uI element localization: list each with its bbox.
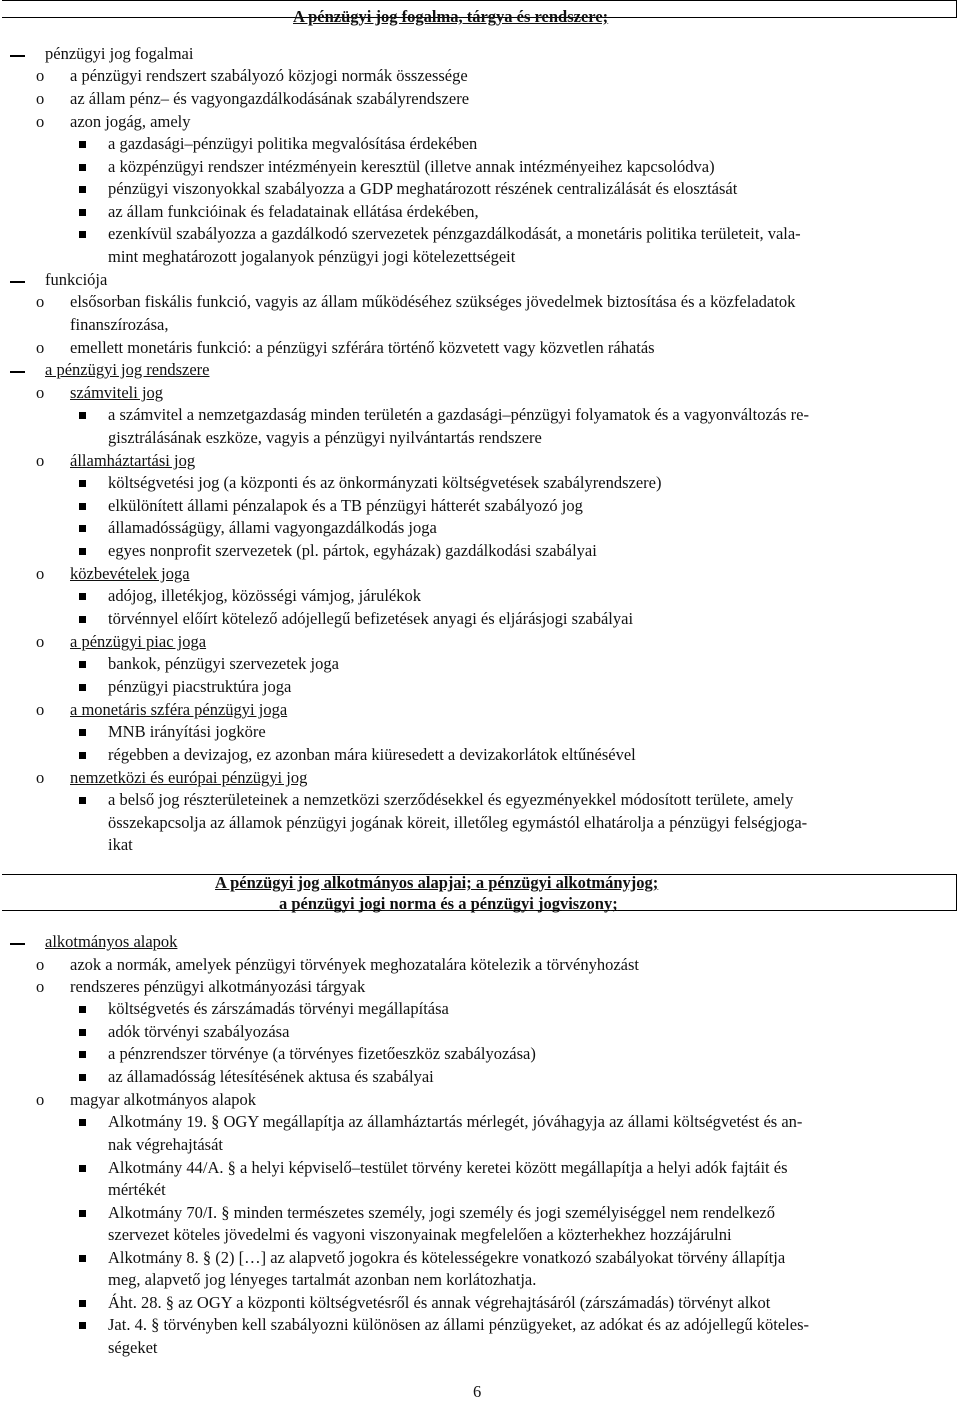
list-item-continuation: ikat xyxy=(108,835,133,854)
section-title-line-2: a pénzügyi jogi norma és a pénzügyi jogviszony; xyxy=(279,894,618,913)
list-item: magyar alkotmányos alapok xyxy=(70,1090,257,1109)
dash-bullet xyxy=(10,281,25,283)
circle-bullet: o xyxy=(36,1090,45,1109)
list-item: a pénzügyi rendszert szabályozó közjogi normák összessége xyxy=(70,66,468,85)
square-bullet xyxy=(79,1255,86,1262)
list-item-continuation: finanszírozása, xyxy=(70,315,169,334)
list-item: költségvetés és zárszámadás törvényi megállapítása xyxy=(108,999,449,1018)
circle-bullet: o xyxy=(36,632,45,651)
list-item: elsősorban fiskális funkció, vagyis az állam működéséhez szükséges jövedelmek biztosítása és a közfeladatok xyxy=(70,292,796,311)
subheading-monetaris: a monetáris szféra pénzügyi joga xyxy=(70,700,288,719)
square-bullet xyxy=(79,616,86,623)
square-bullet xyxy=(79,412,86,419)
subheading-szamviteli: számviteli jog xyxy=(70,383,164,402)
circle-bullet: o xyxy=(36,112,45,131)
dash-bullet xyxy=(10,55,25,57)
subheading-kozbevetelek: közbevételek joga xyxy=(70,564,190,583)
square-bullet xyxy=(79,503,86,510)
list-item: bankok, pénzügyi szervezetek joga xyxy=(108,654,339,673)
subheading-piac: a pénzügyi piac joga xyxy=(70,632,207,651)
subheading-allamhaztartasi: államháztartási jog xyxy=(70,451,196,470)
square-bullet xyxy=(79,209,86,216)
list-item: azok a normák, amelyek pénzügyi törvények meghozatalára kötelezik a törvényhozást xyxy=(70,955,640,974)
circle-bullet: o xyxy=(36,89,45,108)
subheading-nemzetkozi: nemzetközi és európai pénzügyi jog xyxy=(70,768,308,787)
square-bullet xyxy=(79,684,86,691)
list-item: Alkotmány 19. § OGY megállapítja az államháztartás mérlegét, jóváhagyja az állami költségvetést és an- xyxy=(108,1112,803,1131)
circle-bullet: o xyxy=(36,768,45,787)
square-bullet xyxy=(79,141,86,148)
circle-bullet: o xyxy=(36,292,45,311)
square-bullet xyxy=(79,1165,86,1172)
list-item-continuation: mértékét xyxy=(108,1180,166,1199)
square-bullet xyxy=(79,797,86,804)
circle-bullet: o xyxy=(36,955,45,974)
list-item: a belső jog részterületeinek a nemzetközi szerződésekkel és egyezményekkel módosított területe, amely xyxy=(108,790,794,809)
list-item: egyes nonprofit szervezetek (pl. pártok, egyházak) gazdálkodási szabályai xyxy=(108,541,597,560)
square-bullet xyxy=(79,525,86,532)
section-title-line-1: A pénzügyi jog alkotmányos alapjai; a pénzügyi alkotmányjog; xyxy=(215,873,659,892)
list-item: MNB irányítási jogköre xyxy=(108,722,266,741)
dash-bullet xyxy=(10,371,25,373)
list-item: adók törvényi szabályozása xyxy=(108,1022,290,1041)
list-item: a számvitel a nemzetgazdaság minden területén a gazdasági–pénzügyi folyamatok és a vagyonváltozás re- xyxy=(108,405,809,424)
list-item-continuation: szervezet köteles jövedelmi és vagyoni viszonyainak megfelelően a közterhekhez hozzájárulni xyxy=(108,1225,732,1244)
square-bullet xyxy=(79,661,86,668)
list-item: költségvetési jog (a központi és az önkormányzati költségvetések szabályrendszere) xyxy=(108,473,662,492)
list-item: régebben a devizajog, ez azonban mára kiüresedett a devizakorlátok eltűnésével xyxy=(108,745,636,764)
page-number: 6 xyxy=(473,1382,482,1401)
list-item-continuation: nak végrehajtását xyxy=(108,1135,223,1154)
square-bullet xyxy=(79,1300,86,1307)
dash-bullet xyxy=(10,943,25,945)
section-title: A pénzügyi jog fogalma, tárgya és rendszere; xyxy=(293,7,609,26)
square-bullet xyxy=(79,480,86,487)
list-item: az állam funkcióinak és feladatainak ellátása érdekében, xyxy=(108,202,479,221)
list-item: Jat. 4. § törvényben kell szabályozni különösen az állami pénzügyeket, az adókat és az adójellegű köteles- xyxy=(108,1315,809,1334)
list-item: emellett monetáris funkció: a pénzügyi szférára történő közvetett vagy közvetlen ráhatás xyxy=(70,338,655,357)
list-item: elkülönített állami pénzalapok és a TB pénzügyi hátterét szabályozó jog xyxy=(108,496,583,515)
list-item-continuation: ségeket xyxy=(108,1338,158,1357)
square-bullet xyxy=(79,186,86,193)
circle-bullet: o xyxy=(36,977,45,996)
list-item: adójog, illetékjog, közösségi vámjog, járulékok xyxy=(108,586,421,605)
heading-funkcioja: funkciója xyxy=(45,270,108,289)
square-bullet xyxy=(79,548,86,555)
list-item: Alkotmány 8. § (2) […] az alapvető jogokra és kötelességekre vonatkozó szabályokat törvény állapítja xyxy=(108,1248,786,1267)
list-item: a pénzrendszer törvénye (a törvényes fizetőeszköz szabályozása) xyxy=(108,1044,536,1063)
square-bullet xyxy=(79,164,86,171)
circle-bullet: o xyxy=(36,700,45,719)
list-item: Alkotmány 70/I. § minden természetes személy, jogi személy és jogi személyiséggel nem rendelkező xyxy=(108,1203,775,1222)
square-bullet xyxy=(79,1006,86,1013)
list-item: államadósságügy, állami vagyongazdálkodás joga xyxy=(108,518,437,537)
square-bullet xyxy=(79,593,86,600)
heading-rendszere: a pénzügyi jog rendszere xyxy=(45,360,210,379)
circle-bullet: o xyxy=(36,383,45,402)
square-bullet xyxy=(79,231,86,238)
square-bullet xyxy=(79,1210,86,1217)
square-bullet xyxy=(79,1119,86,1126)
heading-alapok: alkotmányos alapok xyxy=(45,932,178,951)
circle-bullet: o xyxy=(36,564,45,583)
square-bullet xyxy=(79,729,86,736)
list-item: Alkotmány 44/A. § a helyi képviselő–testület törvény keretei között megállapítja a helyi adók fajtáit és xyxy=(108,1158,788,1177)
circle-bullet: o xyxy=(36,66,45,85)
list-item: törvénnyel előírt kötelező adójellegű befizetések anyagi és eljárásjogi szabályai xyxy=(108,609,634,628)
list-item: rendszeres pénzügyi alkotmányozási tárgyak xyxy=(70,977,366,996)
circle-bullet: o xyxy=(36,451,45,470)
list-item: pénzügyi piacstruktúra joga xyxy=(108,677,292,696)
circle-bullet: o xyxy=(36,338,45,357)
list-item: a közpénzügyi rendszer intézményein keresztül (illetve annak intézményeihez kapcsolódva) xyxy=(108,157,715,176)
heading-fogalmai: pénzügyi jog fogalmai xyxy=(45,44,194,63)
square-bullet xyxy=(79,1051,86,1058)
square-bullet xyxy=(79,1322,86,1329)
square-bullet xyxy=(79,1029,86,1036)
list-item-continuation: mint meghatározott jogalanyok pénzügyi jogi kötelezettségeit xyxy=(108,247,516,266)
list-item-continuation: meg, alapvető jog lényeges tartalmát azonban nem korlátozhatja. xyxy=(108,1270,537,1289)
square-bullet xyxy=(79,752,86,759)
list-item: a gazdasági–pénzügyi politika megvalósítása érdekében xyxy=(108,134,478,153)
list-item: az államadósság létesítésének aktusa és szabályai xyxy=(108,1067,434,1086)
list-item-continuation: összekapcsolja az államok pénzügyi jogának köreit, illetőleg egymástól elhatárolja a pénzügyi felségjoga- xyxy=(108,813,808,832)
list-item: Áht. 28. § az OGY a központi költségvetésről és annak végrehajtásáról (zárszámadás) törvényt alkot xyxy=(108,1293,771,1312)
list-item: pénzügyi viszonyokkal szabályozza a GDP meghatározott részének centralizálását és elosztását xyxy=(108,179,738,198)
list-item: azon jogág, amely xyxy=(70,112,191,131)
list-item: ezenkívül szabályozza a gazdálkodó szervezetek pénzgazdálkodását, a monetáris politika területeit, vala- xyxy=(108,224,801,243)
list-item: az állam pénz– és vagyongazdálkodásának szabályrendszere xyxy=(70,89,470,108)
list-item-continuation: gisztrálásának eszköze, vagyis a pénzügyi nyilvántartás rendszere xyxy=(108,428,542,447)
square-bullet xyxy=(79,1074,86,1081)
